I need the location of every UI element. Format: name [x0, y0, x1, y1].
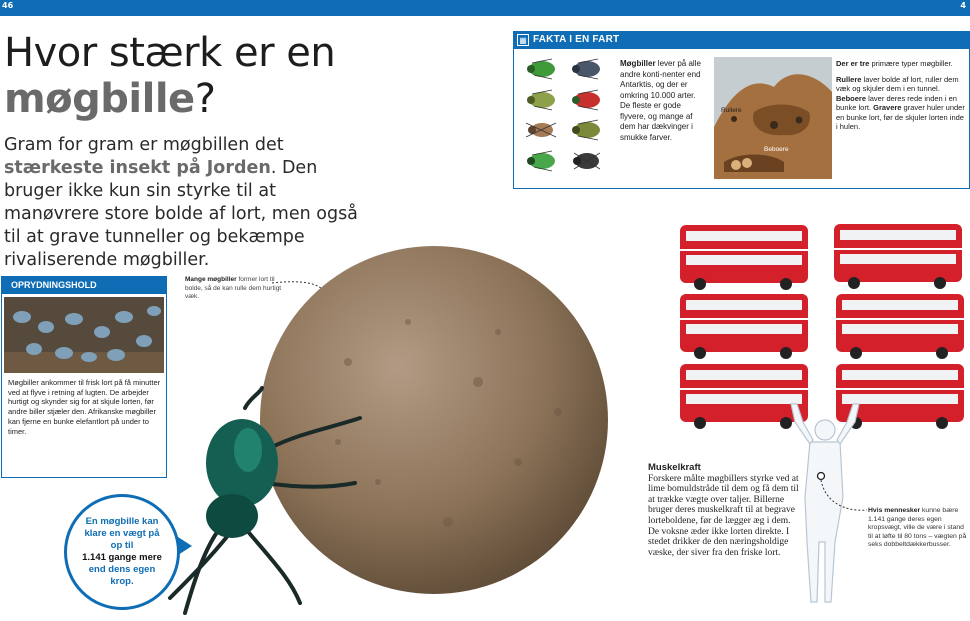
page-number-left: 46 [2, 1, 14, 10]
fact-text-bold: Møgbiller [620, 59, 656, 68]
bus-2-icon [832, 222, 964, 290]
fact-text-types [836, 59, 966, 138]
intro-text-1: Gram for gram er møgbillen det [4, 135, 284, 155]
label-gravere: Gravere [759, 194, 783, 201]
beetle-dark-1-icon [572, 59, 600, 79]
fact-types-details [836, 75, 966, 132]
fact-icon: ▦ [517, 34, 529, 46]
muscle-text: Forskere målte møgbillers styrke ved at lime bomuldstråde til dem og få dem til at trække vægte over taljer. Billerne bruger deres muskelkraft til at begrave lorteboldene, før de lægger æg i dem. De voksne æder ikke lorten direkte. I stedet drikker de den næringsholdige væske, der siver fra den friske lort. [648, 473, 799, 558]
muscle-heading: Muskelkraft [648, 462, 701, 473]
ball-annotation-text: former lort til bolde, så de kan rulle dem hurtigt væk. [185, 276, 282, 300]
fact-types-intro-text: primære typer møgbiller. [869, 59, 953, 68]
rullere-bold: Rullere [836, 74, 862, 84]
gravere-bold: Gravere [873, 103, 902, 112]
title-question-mark: ? [194, 76, 216, 122]
strength-fact-part-2: end dens egen krop. [88, 564, 156, 587]
beetle-green-2-icon [527, 151, 555, 171]
strength-fact-bold: 1.141 gange mere [82, 552, 162, 563]
fact-box-header [514, 32, 969, 49]
fact-text-body: lever på alle andre konti-nenter end Antarktis, og der er omkring 10.000 arter. De fleste er gode flyvere, og mange af dem har dækvinger i smukke farver. [620, 59, 701, 142]
title-line-1: Hvor stærk er en [4, 30, 336, 76]
beetles-on-dung-photo [4, 297, 164, 373]
beetle-copper-icon [526, 123, 556, 137]
page-number-right: 4 [960, 1, 966, 10]
fact-types-intro-bold: Der er tre [836, 59, 870, 68]
human-annotation [868, 507, 970, 550]
intro-highlight: stærkeste insekt på Jorden [4, 158, 271, 178]
page-title [4, 30, 335, 122]
fact-types-intro [836, 59, 966, 69]
beetle-khaki-icon [572, 120, 600, 140]
circle-pointer-arrow [178, 537, 192, 555]
fact-text-species [620, 59, 708, 143]
muscle-section [648, 463, 800, 558]
strength-fact-circle [64, 494, 180, 610]
cleanup-title: OPRYDNINGSHOLD [11, 280, 97, 290]
bus-4-icon [834, 292, 966, 360]
rullere-text: laver bolde af lort, ruller dem væk og skjuler dem i en tunnel. [836, 74, 959, 93]
gravere-text: graver huler under en bunke lort, før de skjuler lorten inde i hulen. [836, 103, 965, 131]
dung-beetle-illustration [150, 388, 365, 616]
beetle-olive-icon [527, 90, 555, 110]
beboere-text: laver deres rede inden i en bunke lort. [836, 93, 957, 112]
cleanup-text: Møgbiller ankommer til frisk lort på få minutter ved at flyve i retning af lugten. De arbejder hurtigt og skynder sig for at skjule lorten, før andre biller stjæler den. Afrikanske møgbiller kan fjerne en bunke elefantlort på under to timer. [8, 378, 161, 436]
label-beboere: Beboere [764, 146, 789, 153]
title-bold-word: møgbille [4, 76, 195, 122]
cleanup-header [2, 277, 166, 294]
human-annotation-bold: Hvis mennesker [868, 507, 921, 514]
beetle-dark-2-icon [573, 153, 600, 169]
beetle-types-diagram [714, 57, 832, 201]
cleanup-box [1, 276, 167, 478]
bus-1-icon [678, 223, 810, 291]
beboere-bold: Beboere [836, 93, 867, 103]
strength-fact-part-1: En møgbille kan klare en vægt på op til [84, 516, 160, 551]
intro-text-2: . Den bruger ikke kun sin styrke til at manøvrere store bolde af lort, men også til at grave tunneller og bekæmpe rivaliserende møgbiller. [4, 158, 358, 270]
beetle-red-icon [572, 90, 600, 110]
fact-box [513, 31, 970, 201]
human-annotation-text: kunne bære 1.141 gange deres egen kropsvægt, ville de være i stand til at løfte til 80 tons – vægten på seks dobbeltdækkerbusser. [868, 507, 967, 549]
fact-box-title: FAKTA I EN FART [533, 34, 620, 45]
beetle-green-1-icon [527, 59, 555, 79]
ball-annotation-bold: Mange møgbiller [185, 276, 237, 283]
strength-fact-text [82, 516, 162, 588]
beetle-species-illustrations [522, 57, 612, 182]
top-bar [0, 0, 970, 16]
label-rullere: Rullere [721, 107, 742, 114]
bus-3-icon [678, 292, 810, 360]
